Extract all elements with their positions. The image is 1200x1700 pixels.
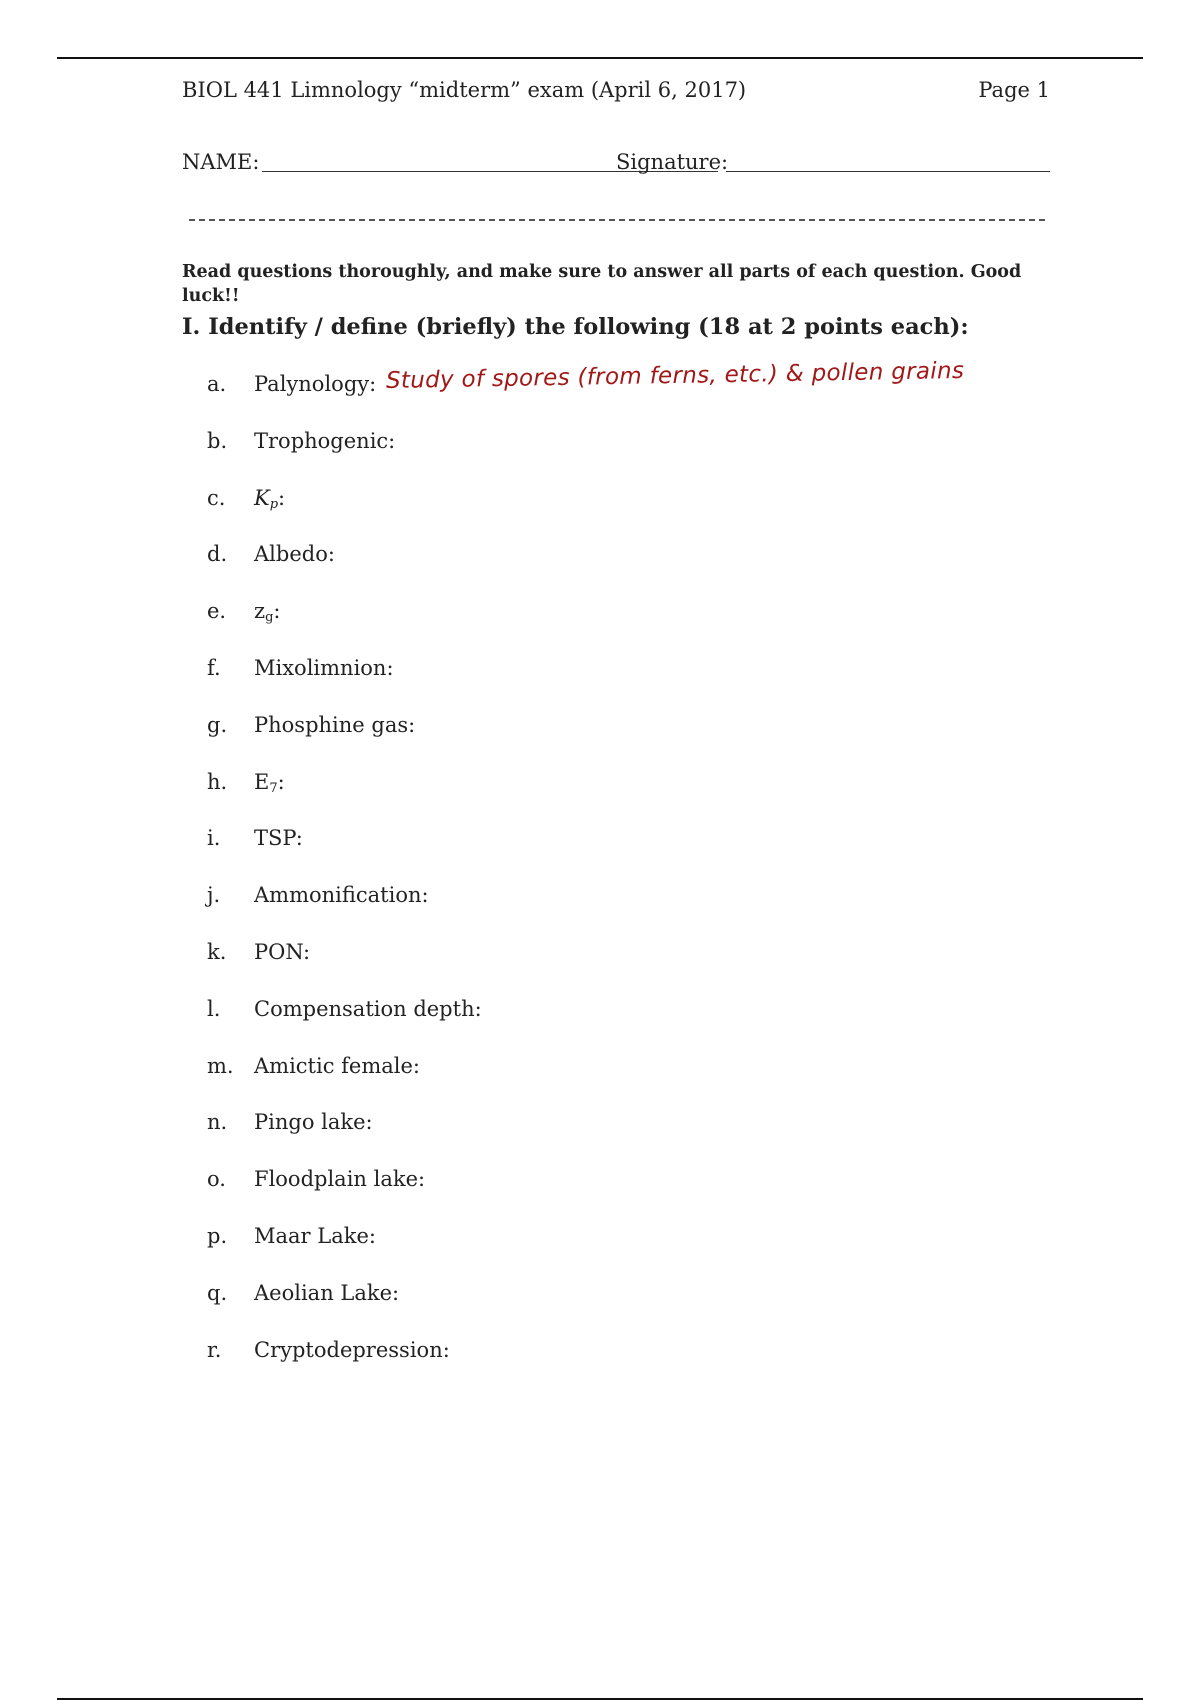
question-item [207, 765, 1087, 799]
question-letter: b. [207, 429, 228, 453]
question-term [254, 594, 280, 628]
question-item [207, 935, 1087, 969]
top-page-rule [57, 57, 1143, 59]
question-item [207, 821, 1087, 855]
term-text: Ammonification: [254, 883, 429, 907]
question-term [254, 367, 376, 401]
question-term [254, 992, 482, 1026]
term-text: Albedo: [254, 542, 335, 566]
question-letter: i. [207, 826, 221, 850]
signature-label: Signature: [616, 150, 729, 174]
question-letter: g. [207, 713, 228, 737]
question-term [254, 537, 335, 571]
question-term [254, 1162, 425, 1196]
handwritten-answer-a: Study of spores (from ferns, etc.) & pollen grains [385, 357, 965, 394]
question-item [207, 1162, 1087, 1196]
question-term [254, 651, 394, 685]
question-letter: r. [207, 1338, 222, 1362]
term-suffix: : [278, 486, 286, 510]
question-item [207, 594, 1087, 628]
question-letter: l. [207, 997, 221, 1021]
question-letter: k. [207, 940, 227, 964]
question-letter: d. [207, 542, 228, 566]
question-letter: j. [207, 883, 221, 907]
question-letter: a. [207, 372, 227, 396]
question-item [207, 1105, 1087, 1139]
section-heading: I. Identify / define (briefly) the following (18 at 2 points each): [182, 314, 969, 340]
question-letter: e. [207, 599, 227, 623]
term-text: Cryptodepression: [254, 1338, 450, 1362]
question-item [207, 878, 1087, 912]
question-term [254, 821, 303, 855]
question-term [254, 708, 415, 742]
term-subscript: p [269, 497, 279, 512]
instructions: Read questions thoroughly, and make sure to answer all parts of each question. Good luck!! [182, 262, 1022, 306]
term-text: Aeolian Lake: [254, 1281, 400, 1305]
question-term [254, 878, 429, 912]
question-letter: f. [207, 656, 221, 680]
page-number: Page 1 [978, 78, 1050, 102]
question-item [207, 1333, 1087, 1367]
name-label: NAME: [182, 150, 260, 174]
question-term [254, 765, 285, 799]
term-text: Phosphine gas: [254, 713, 416, 737]
question-letter: o. [207, 1167, 226, 1191]
exam-title: BIOL 441 Limnology “midterm” exam (April 6, 2017) [182, 78, 747, 102]
question-item [207, 1219, 1087, 1253]
term-text: Pingo lake: [254, 1110, 373, 1134]
question-letter: c. [207, 486, 226, 510]
term-subscript: 7 [269, 781, 278, 796]
question-item [207, 651, 1087, 685]
question-letter: q. [207, 1281, 228, 1305]
term-text: Floodplain lake: [254, 1167, 426, 1191]
question-letter: p. [207, 1224, 228, 1248]
question-term [254, 1219, 376, 1253]
question-term [254, 424, 395, 458]
term-text: Compensation depth: [254, 997, 482, 1021]
question-term [254, 481, 285, 515]
term-text: Trophogenic: [254, 429, 396, 453]
question-letter: m. [207, 1054, 234, 1078]
question-item [207, 1276, 1087, 1310]
question-term [254, 1333, 450, 1367]
term-text: TSP: [254, 826, 303, 850]
term-suffix: : [273, 599, 281, 623]
term-text: Mixolimnion: [254, 656, 394, 680]
term-text: z [254, 599, 266, 623]
question-term [254, 1276, 399, 1310]
question-item [207, 481, 1087, 515]
question-item [207, 1049, 1087, 1083]
term-text: Palynology: [254, 372, 377, 396]
dashed-divider [189, 219, 1045, 221]
question-item [207, 992, 1087, 1026]
question-letter: h. [207, 770, 228, 794]
term-text: Maar Lake: [254, 1224, 376, 1248]
term-text: Amictic female: [254, 1054, 421, 1078]
term-suffix: : [277, 770, 285, 794]
question-item [207, 537, 1087, 571]
question-item [207, 708, 1087, 742]
question-term [254, 1105, 373, 1139]
question-term [254, 1049, 420, 1083]
term-text: E [254, 770, 270, 794]
question-item [207, 424, 1087, 458]
term-subscript: g [265, 610, 274, 625]
term-text: K [254, 486, 270, 510]
exam-header [182, 76, 1050, 104]
question-letter: n. [207, 1110, 228, 1134]
term-text: PON: [254, 940, 311, 964]
question-term [254, 935, 310, 969]
signature-field[interactable] [726, 171, 1050, 172]
